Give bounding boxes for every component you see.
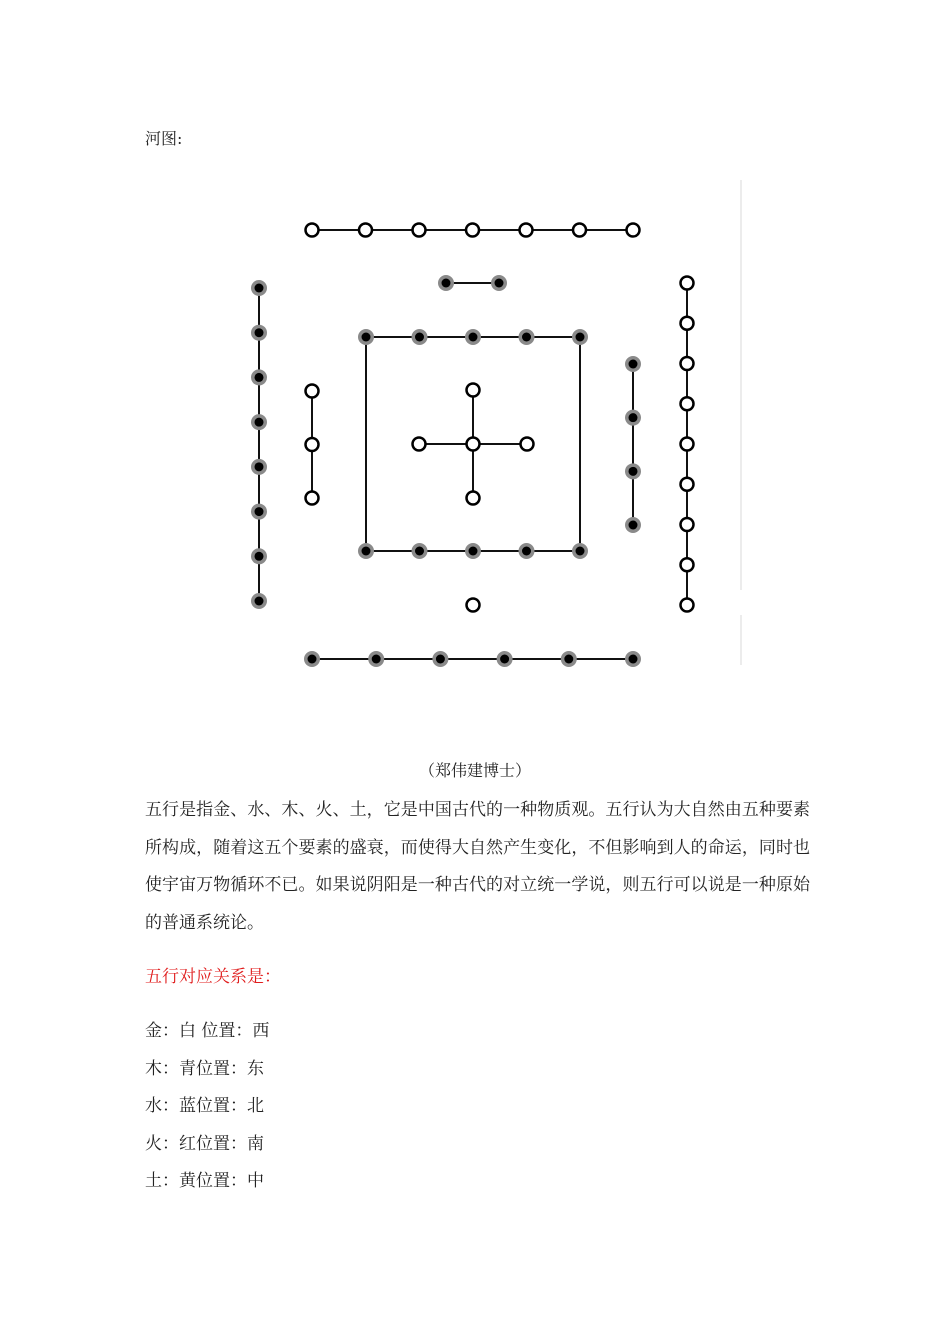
right-9-white-dot <box>681 599 694 612</box>
square-10-black-dot <box>412 543 428 559</box>
left-8-black-dot <box>251 504 267 520</box>
relation-item-metal: 金：白 位置：西 <box>145 1021 270 1041</box>
right-9-white-dot <box>681 397 694 410</box>
top-7-white-dot <box>306 224 319 237</box>
bottom-6-black-dot <box>432 651 448 667</box>
left-8-black-dot <box>251 325 267 341</box>
right-9-white-dot <box>681 357 694 370</box>
top-7-white-dot <box>359 224 372 237</box>
right-4-black-dot <box>625 517 641 533</box>
bottom-6-black-dot <box>304 651 320 667</box>
bottom-6-black-dot <box>561 651 577 667</box>
top-2-black-dot <box>438 275 454 291</box>
top-7-white-dot <box>520 224 533 237</box>
bottom-6-black-dot <box>625 651 641 667</box>
top-7-white-dot <box>466 224 479 237</box>
left-3-white-dot <box>306 492 319 505</box>
center-5-white-dot <box>467 384 480 397</box>
center-5-white-dot <box>467 438 480 451</box>
right-9-white-dot <box>681 518 694 531</box>
relations-list <box>145 1018 269 1206</box>
right-9-white-dot <box>681 558 694 571</box>
square-10-black-dot <box>465 543 481 559</box>
square-10-black-dot <box>572 543 588 559</box>
center-5-white-dot <box>521 438 534 451</box>
left-8-black-dot <box>251 459 267 475</box>
right-9-white-dot <box>681 438 694 451</box>
right-9-white-dot <box>681 277 694 290</box>
top-7-white-dot <box>413 224 426 237</box>
square-10-black-dot <box>519 329 535 345</box>
left-3-white-dot <box>306 438 319 451</box>
right-9-white-dot <box>681 478 694 491</box>
left-3-white-dot <box>306 385 319 398</box>
square-10-black-dot <box>572 329 588 345</box>
heading-hetu: 河图: <box>145 129 183 148</box>
relation-item-water: 水：蓝位置：北 <box>145 1096 264 1116</box>
bottom-6-black-dot <box>368 651 384 667</box>
center-5-white-dot <box>413 438 426 451</box>
relation-item-fire: 火：红位置：南 <box>145 1133 264 1154</box>
top-2-black-dot <box>491 275 507 291</box>
wuxing-paragraph: 五行是指金、水、木、火、土，它是中国古代的一种物质观。五行认为大自然由五种要素所构成，随着这五个要素的盛衰，而使得大自然产生变化，不但影响到人的命运，同时也使宇宙万物循环不已。如果说阴阳是一种古代的对立统一学说，则五行可以说是一种原始的普通系统论。 <box>145 800 810 933</box>
center-5-white-dot <box>467 492 480 505</box>
left-8-black-dot <box>251 414 267 430</box>
left-8-black-dot <box>251 593 267 609</box>
relation-item-wood: 木：青位置：东 <box>145 1058 264 1079</box>
left-8-black-dot <box>251 369 267 385</box>
right-4-black-dot <box>625 356 641 372</box>
square-10-black-dot <box>358 329 374 345</box>
relations-heading: 五行对应关系是： <box>145 967 281 987</box>
relation-item-earth: 土：黄位置：中 <box>145 1171 264 1191</box>
left-8-black-dot <box>251 548 267 564</box>
top-7-white-dot <box>573 224 586 237</box>
diagram-caption: （郑伟建博士） <box>418 761 531 780</box>
diagram-dots <box>251 224 694 668</box>
square-10-black-dot <box>465 329 481 345</box>
right-4-black-dot <box>625 410 641 426</box>
bottom-6-black-dot <box>497 651 513 667</box>
right-9-white-dot <box>681 317 694 330</box>
right-4-black-dot <box>625 463 641 479</box>
square-10-black-dot <box>412 329 428 345</box>
bottom-1-white-dot <box>467 599 480 612</box>
square-10-black-dot <box>519 543 535 559</box>
top-7-white-dot <box>627 224 640 237</box>
left-8-black-dot <box>251 280 267 296</box>
square-10-black-dot <box>358 543 374 559</box>
